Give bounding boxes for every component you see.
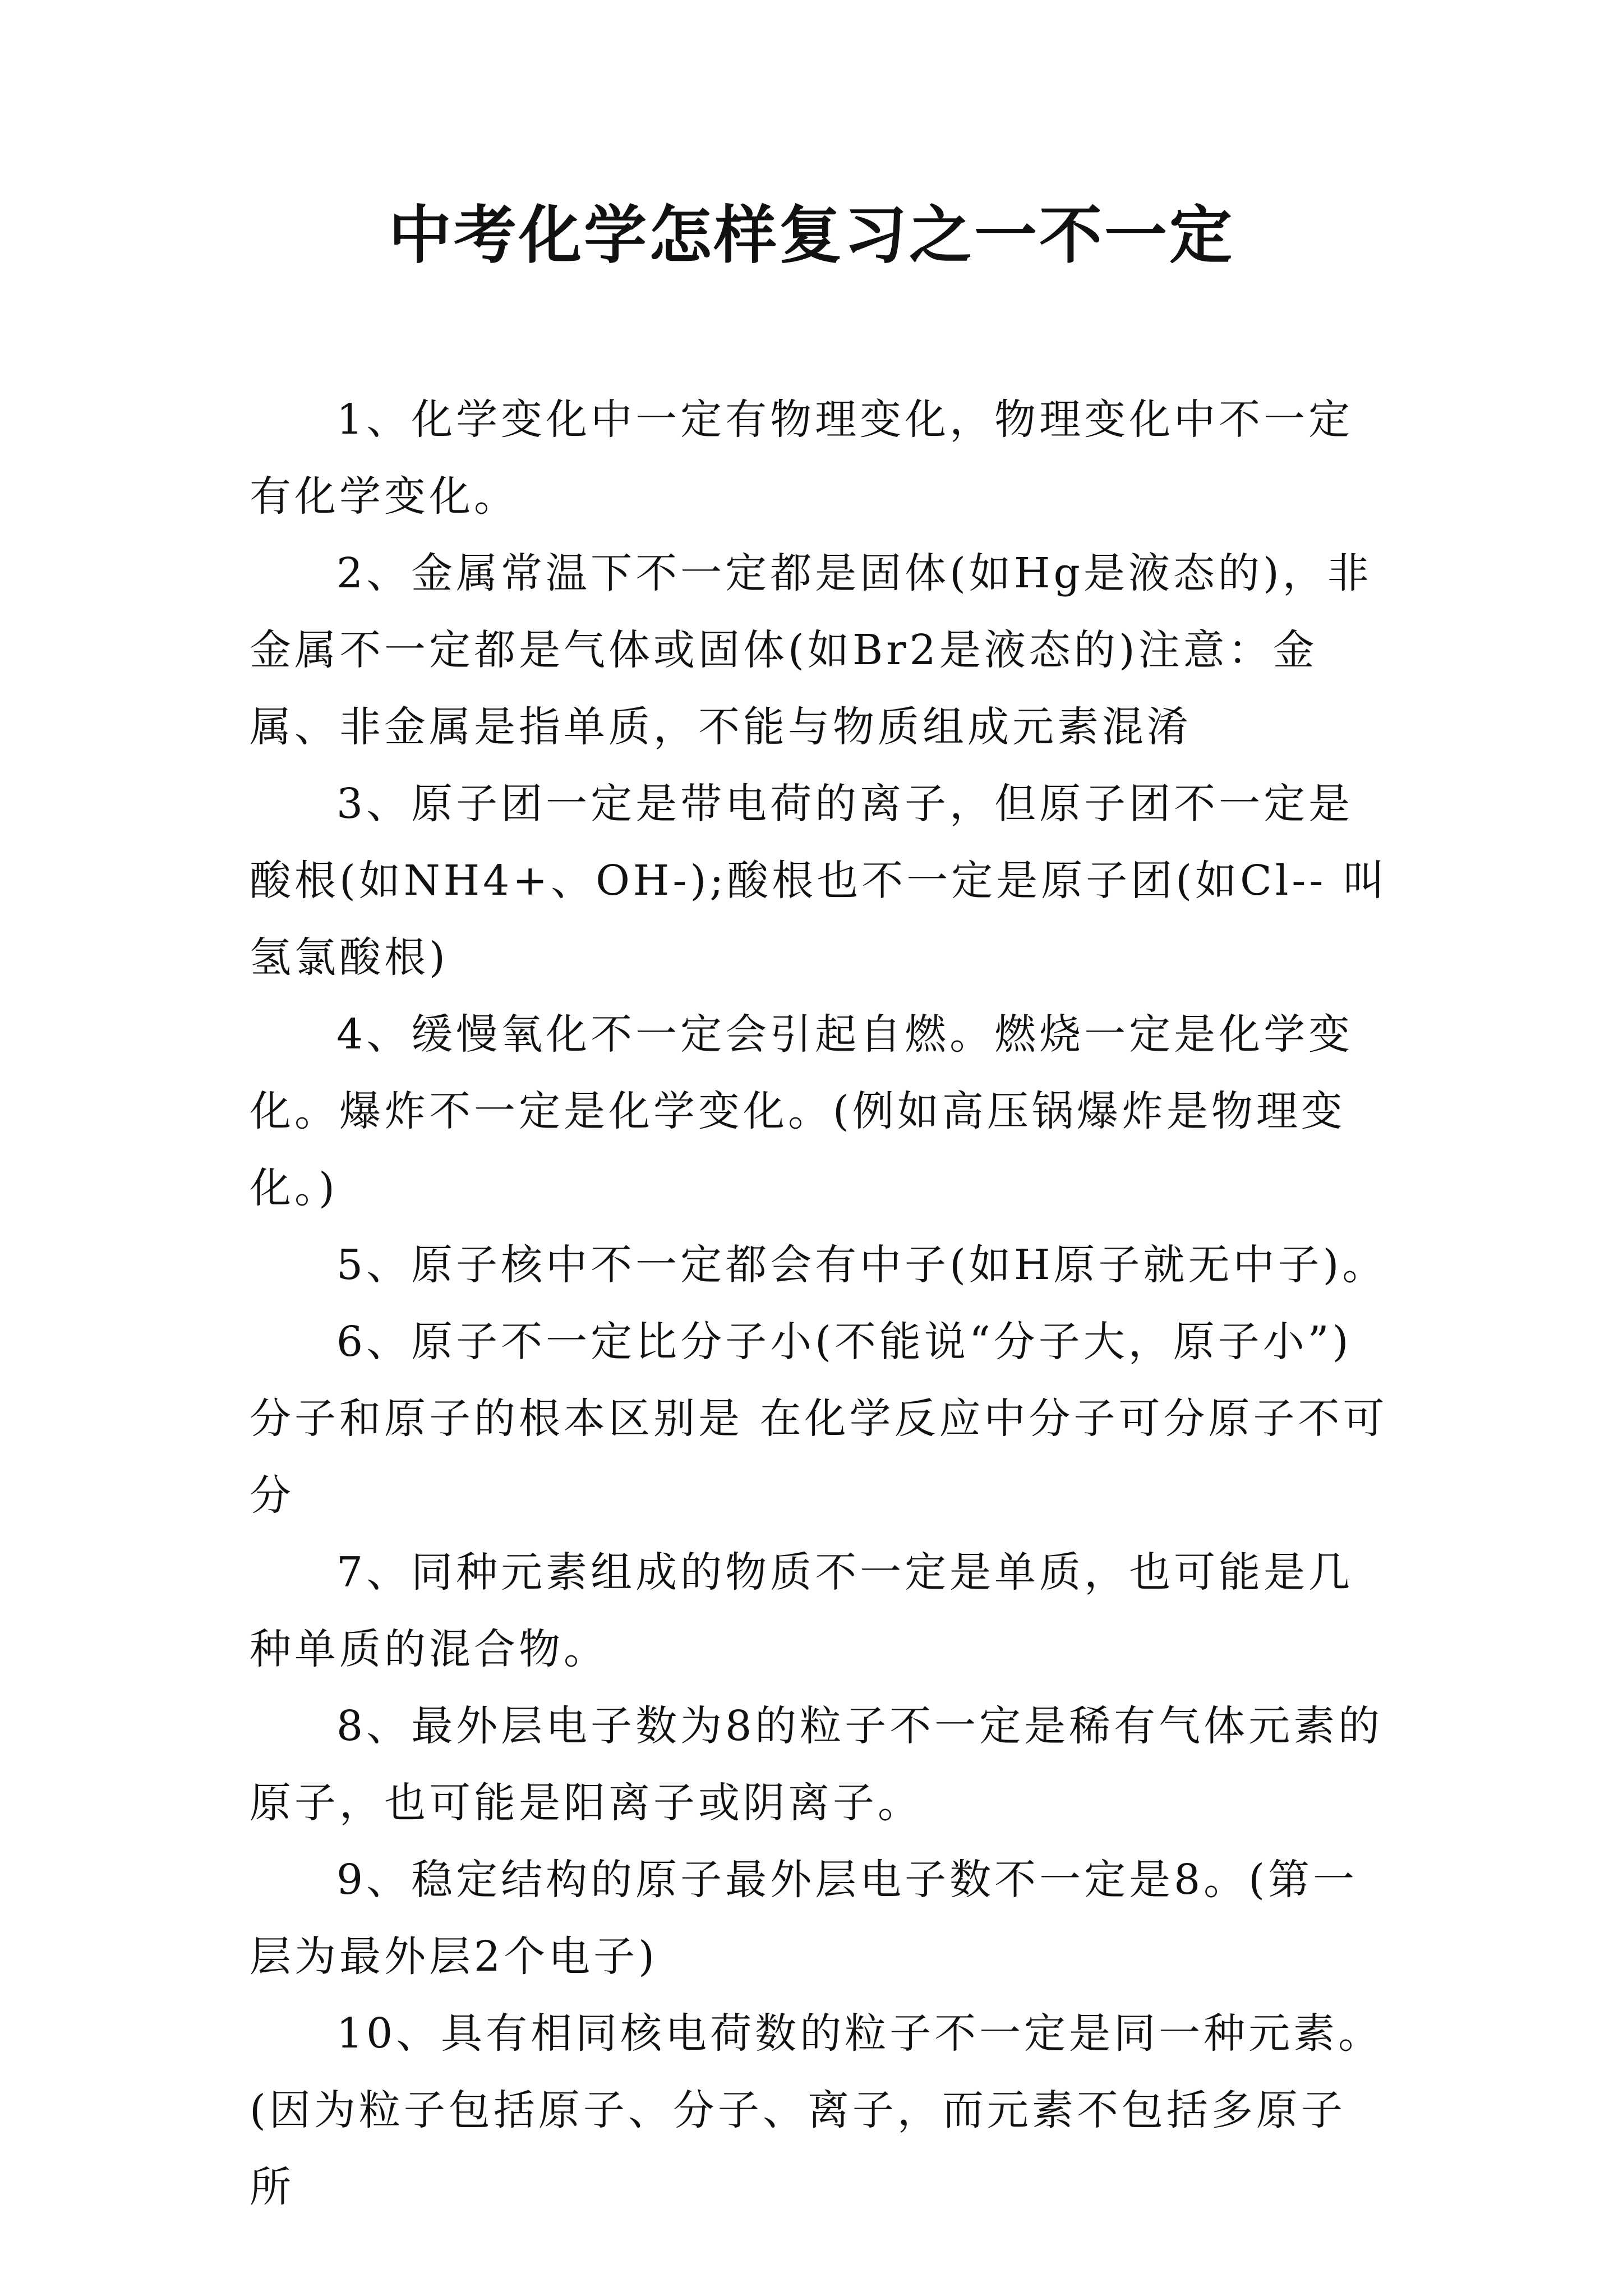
paragraph-6: 6、原子不一定比分子小(不能说“分子大，原子小”)分子和原子的根本区别是 在化学反应中分子可分原子不可分 <box>250 1318 1388 1520</box>
paragraph-8: 8、最外层电子数为8的粒子不一定是稀有气体元素的原子，也可能是阳离子或阴离子。 <box>250 1702 1384 1827</box>
paragraph-4: 4、缓慢氧化不一定会引起自燃。燃烧一定是化学变化。爆炸不一定是化学变化。(例如高压锅爆炸是物理变化。) <box>250 1010 1354 1212</box>
document-body <box>250 381 1388 2226</box>
paragraph-3: 3、原子团一定是带电荷的离子，但原子团不一定是酸根(如NH4+、OH-);酸根也不一定是原子团(如Cl-- 叫氢氯酸根) <box>250 780 1388 982</box>
paragraph-7: 7、同种元素组成的物质不一定是单质，也可能是几种单质的混合物。 <box>250 1548 1354 1673</box>
paragraph-10: 10、具有相同核电荷数的粒子不一定是同一种元素。(因为粒子包括原子、分子、离子，而元素不包括多原子所 <box>250 2009 1384 2211</box>
paragraph-2: 2、金属常温下不一定都是固体(如Hg是液态的)，非金属不一定都是气体或固体(如Br2是液态的)注意：金属、非金属是指单质，不能与物质组成元素混淆 <box>250 549 1372 751</box>
paragraph-1: 1、化学变化中一定有物理变化，物理变化中不一定有化学变化。 <box>250 395 1354 521</box>
paragraph-9: 9、稳定结构的原子最外层电子数不一定是8。(第一层为最外层2个电子) <box>250 1856 1358 1981</box>
document-title: 中考化学怎样复习之一不一定 <box>389 199 1234 272</box>
paragraph-5: 5、原子核中不一定都会有中子(如H原子就无中子)。 <box>336 1241 1387 1289</box>
